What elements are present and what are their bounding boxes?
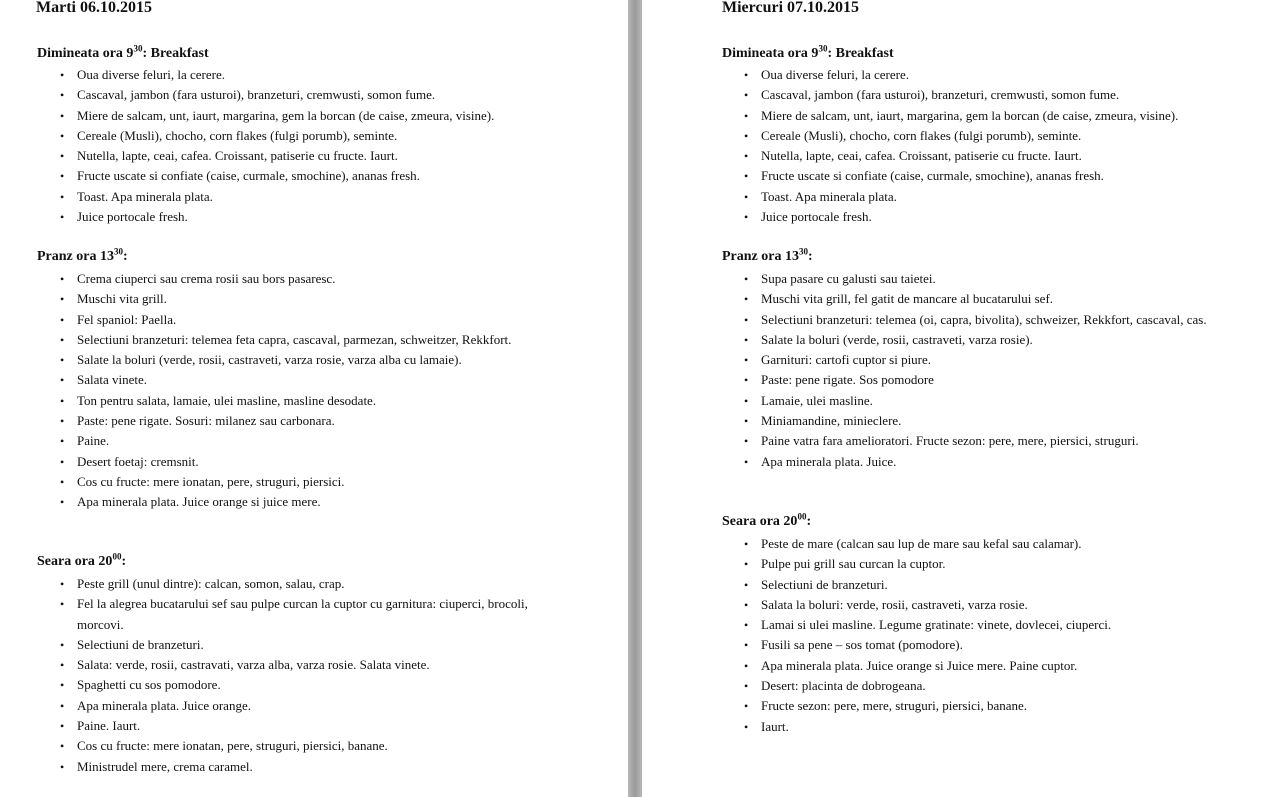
list-item [744,554,1234,574]
document-page-left [0,0,628,797]
list-item [60,492,560,512]
bullet-icon: • [60,272,65,286]
list-item-text: Toast. Apa minerala plata. [761,188,897,204]
meal-heading-suffix: : [807,249,813,264]
list-item-text: Miniamandine, minieclere. [761,413,902,429]
list-item-text: Apa minerala plata. Juice orange si Juice mere. Paine cuptor. [761,657,1078,673]
bullet-icon: • [60,637,65,652]
bullet-icon: • [744,332,749,347]
list-item [744,575,1234,595]
list-item-text: Cereale (Musli), chocho, corn flakes (fulgi porumb), seminte. [77,127,398,143]
list-item [744,289,1234,309]
bullet-icon: • [60,678,65,693]
list-item [744,696,1234,716]
list-item [744,350,1234,370]
bullet-icon: • [60,68,65,82]
meal-time-minutes: 00 [112,551,122,562]
bullet-icon: • [744,128,749,143]
list-item [60,370,560,390]
meal-heading-suffix: : [121,554,127,569]
meal-item-list [60,269,560,513]
list-item-text: Salate la boluri (verde, rosii, castraveti, varza rosie, varza alba cu lamaie). [77,352,462,368]
list-item-text: Muschi vita grill, fel gatit de mancare al bucatarului sef. [761,291,1054,307]
bullet-icon: • [60,658,65,673]
meal-heading-suffix: : Breakfast [142,46,209,61]
bullet-icon: • [60,495,65,510]
bullet-icon: • [744,393,749,408]
list-item-text: Apa minerala plata. Juice. [761,453,897,469]
list-item [744,717,1234,737]
list-item-text: Fructe uscate si confiate (caise, curmale, smochine), ananas fresh. [77,168,420,184]
list-item [744,431,1234,451]
list-item-text: Cascaval, jambon (fara usturoi), branzeturi, cremwusti, somon fume. [761,87,1120,103]
list-item-text: Peste de mare (calcan sau lup de mare sau kefal sau calamar). [761,536,1082,551]
list-item-text: Ton pentru salata, lamaie, ulei masline, masline desodate. [77,392,377,408]
meal-heading-pranz [722,248,813,266]
list-item-text: Lamaie, ulei masline. [761,392,873,408]
bullet-icon: • [744,537,749,551]
list-item [744,146,1234,166]
list-item-text: Spaghetti cu sos pomodore. [77,677,221,693]
meal-time-minutes: 30 [798,246,808,257]
list-item [60,675,560,695]
list-item-text: Pulpe pui grill sau curcan la cuptor. [761,556,946,572]
list-item [744,106,1234,126]
meal-time-minutes: 30 [818,43,828,54]
list-item-text: Ministrudel mere, crema caramel. [77,758,253,774]
list-item [60,85,560,105]
list-item-text: Fusili sa pene – sos tomat (pomodore). [761,637,963,653]
list-item-text: Fructe sezon: pere, mere, struguri, piersici, banane. [761,698,1028,714]
meal-heading-label: Seara ora 20 [722,514,798,529]
list-item-text: Paste: pene rigate. Sosuri: milanez sau carbonara. [77,413,335,429]
bullet-icon: • [744,312,749,327]
list-item-text: Fructe uscate si confiate (caise, curmale, smochine), ananas fresh. [761,168,1104,184]
list-item-text: Fel spaniol: Paella. [77,311,177,327]
page-divider [628,0,642,797]
list-item-text: Nutella, lapte, ceai, cafea. Croissant, patiserie cu fructe. Iaurt. [761,148,1082,164]
list-item [60,350,560,370]
list-item [60,310,560,330]
list-item-text: Cos cu fructe: mere ionatan, pere, struguri, piersici. [77,473,345,489]
list-item-text: Muschi vita grill. [77,291,167,307]
list-item-text: Desert: placinta de dobrogeana. [761,678,926,694]
bullet-icon: • [60,434,65,449]
list-item [744,452,1234,472]
bullet-icon: • [744,414,749,429]
meal-time-minutes: 30 [133,43,143,54]
bullet-icon: • [60,128,65,143]
meal-heading-pranz [37,248,128,266]
list-item-text: Selectiuni branzeturi: telemea feta capra, cascaval, parmezan, schweitzer, Rekkfort. [77,331,512,347]
list-item [744,656,1234,676]
bullet-icon: • [60,169,65,184]
list-item-text: Paine. Iaurt. [77,718,141,734]
bullet-icon: • [744,454,749,469]
bullet-icon: • [60,189,65,204]
bullet-icon: • [60,414,65,429]
bullet-icon: • [744,577,749,592]
list-item [60,635,560,655]
list-item-text: Salate la boluri (verde, rosii, castraveti, varza rosie). [761,331,1033,347]
bullet-icon: • [60,719,65,734]
meal-heading-label: Pranz ora 13 [37,249,114,264]
list-item [744,187,1234,207]
list-item [60,187,560,207]
list-item [60,106,560,126]
bullet-icon: • [744,210,749,225]
list-item [744,126,1234,146]
bullet-icon: • [744,189,749,204]
list-item-text: Oua diverse feluri, la cerere. [77,67,225,82]
list-item [744,635,1234,655]
bullet-icon: • [744,353,749,368]
list-item [744,411,1234,431]
list-item-text: Supa pasare cu galusti sau taietei. [761,271,936,286]
list-item-text: Miere de salcam, unt, iaurt, margarina, gem la borcan (de caise, zmeura, visine). [761,107,1179,123]
list-item-text: Selectiuni de branzeturi. [77,636,204,652]
list-item [60,411,560,431]
list-item-text: Cos cu fructe: mere ionatan, pere, struguri, piersici, banane. [77,738,388,754]
bullet-icon: • [60,332,65,347]
list-item [60,391,560,411]
meal-heading-label: Seara ora 20 [37,554,113,569]
bullet-icon: • [60,108,65,123]
list-item [60,65,560,85]
meal-heading-seara [722,513,811,531]
list-item [744,310,1234,330]
list-item [60,472,560,492]
meal-item-list [60,574,560,777]
bullet-icon: • [744,88,749,103]
bullet-icon: • [60,739,65,754]
list-item [60,594,560,635]
list-item-text: Selectiuni de branzeturi. [761,576,888,592]
meal-heading-label: Dimineata ora 9 [37,46,134,61]
list-item-text: Apa minerala plata. Juice orange. [77,697,251,713]
bullet-icon: • [60,393,65,408]
list-item [744,330,1234,350]
list-item-text: Iaurt. [761,718,789,734]
list-item [60,207,560,227]
document-page-right [642,0,1280,797]
bullet-icon: • [744,638,749,653]
bullet-icon: • [744,373,749,388]
list-item-text: Paste: pene rigate. Sos pomodore [761,372,934,388]
list-item [60,431,560,451]
list-item [60,126,560,146]
bullet-icon: • [60,577,65,591]
meal-heading-label: Pranz ora 13 [722,249,799,264]
list-item [60,452,560,472]
meal-item-list [744,65,1234,227]
bullet-icon: • [744,292,749,307]
list-item-text: Salata vinete. [77,372,148,388]
bullet-icon: • [60,88,65,103]
list-item [744,615,1234,635]
list-item-text: Toast. Apa minerala plata. [77,188,213,204]
meal-time-minutes: 30 [113,246,123,257]
list-item-text: Salata la boluri: verde, rosii, castraveti, varza rosie. [761,596,1028,612]
bullet-icon: • [60,373,65,388]
list-item-text: Miere de salcam, unt, iaurt, margarina, gem la borcan (de caise, zmeura, visine). [77,107,495,123]
bullet-icon: • [60,149,65,164]
list-item-text: Juice portocale fresh. [761,209,872,225]
list-item-text: Paine vatra fara amelioratori. Fructe sezon: pere, mere, piersici, struguri. [761,433,1139,449]
meal-item-list [744,269,1234,472]
list-item-text: Oua diverse feluri, la cerere. [761,67,909,82]
list-item [60,269,560,289]
meal-item-list [60,65,560,227]
list-item-text: Juice portocale fresh. [77,209,188,225]
bullet-icon: • [60,759,65,774]
bullet-icon: • [744,557,749,572]
list-item [60,736,560,756]
meal-item-list [744,534,1234,737]
bullet-icon: • [60,454,65,469]
list-item [744,207,1234,227]
list-item [744,85,1234,105]
list-item [744,676,1234,696]
list-item-text: Desert foetaj: cremsnit. [77,453,199,469]
meal-heading-dimineata [37,45,209,63]
list-item [60,696,560,716]
bullet-icon: • [744,272,749,286]
list-item-text: Selectiuni branzeturi: telemea (oi, capra, bivolita), schweizer, Rekkfort, cascaval, cas. [761,311,1207,327]
bullet-icon: • [744,719,749,734]
bullet-icon: • [744,434,749,449]
list-item [744,391,1234,411]
bullet-icon: • [744,618,749,633]
day-title: Miercuri 07.10.2015 [722,0,860,16]
bullet-icon: • [60,698,65,713]
list-item-text: Crema ciuperci sau crema rosii sau bors pasaresc. [77,271,336,286]
bullet-icon: • [744,699,749,714]
list-item [60,330,560,350]
list-item-text: Cereale (Musli), chocho, corn flakes (fulgi porumb), seminte. [761,127,1082,143]
bullet-icon: • [60,292,65,307]
bullet-icon: • [744,169,749,184]
list-item [744,534,1234,554]
meal-heading-seara [37,553,126,571]
bullet-icon: • [60,597,65,612]
list-item [60,574,560,594]
bullet-icon: • [60,210,65,225]
list-item [744,370,1234,390]
bullet-icon: • [744,597,749,612]
list-item [60,289,560,309]
list-item [744,166,1234,186]
list-item [60,655,560,675]
meal-heading-dimineata [722,45,894,63]
bullet-icon: • [744,108,749,123]
bullet-icon: • [744,658,749,673]
list-item-text: Salata: verde, rosii, castravati, varza alba, varza rosie. Salata vinete. [77,657,430,673]
meal-heading-label: Dimineata ora 9 [722,46,819,61]
list-item [60,716,560,736]
list-item-text: Lamai si ulei masline. Legume gratinate: vinete, dovlecei, ciuperci. [761,617,1112,633]
list-item-text: Nutella, lapte, ceai, cafea. Croissant, patiserie cu fructe. Iaurt. [77,148,398,164]
list-item-text: Cascaval, jambon (fara usturoi), branzeturi, cremwusti, somon fume. [77,87,436,103]
bullet-icon: • [744,149,749,164]
list-item [60,146,560,166]
list-item [744,269,1234,289]
bullet-icon: • [744,679,749,694]
meal-heading-suffix: : [122,249,128,264]
bullet-icon: • [60,312,65,327]
list-item [60,757,560,777]
list-item-text: Fel la alegrea bucatarului sef sau pulpe curcan la cuptor cu garnitura: ciuperci, brocoli, morcovi. [77,596,528,632]
list-item-text: Garnituri: cartofi cuptor si piure. [761,352,932,368]
bullet-icon: • [60,474,65,489]
list-item-text: Apa minerala plata. Juice orange si juice mere. [77,494,321,510]
meal-heading-suffix: : Breakfast [827,46,894,61]
meal-time-minutes: 00 [797,511,807,522]
meal-heading-suffix: : [806,514,812,529]
list-item-text: Peste grill (unul dintre): calcan, somon, salau, crap. [77,576,345,591]
list-item [744,595,1234,615]
list-item-text: Paine. [77,433,110,449]
day-title: Marti 06.10.2015 [36,0,152,16]
bullet-icon: • [744,68,749,82]
list-item [60,166,560,186]
bullet-icon: • [60,353,65,368]
list-item [744,65,1234,85]
